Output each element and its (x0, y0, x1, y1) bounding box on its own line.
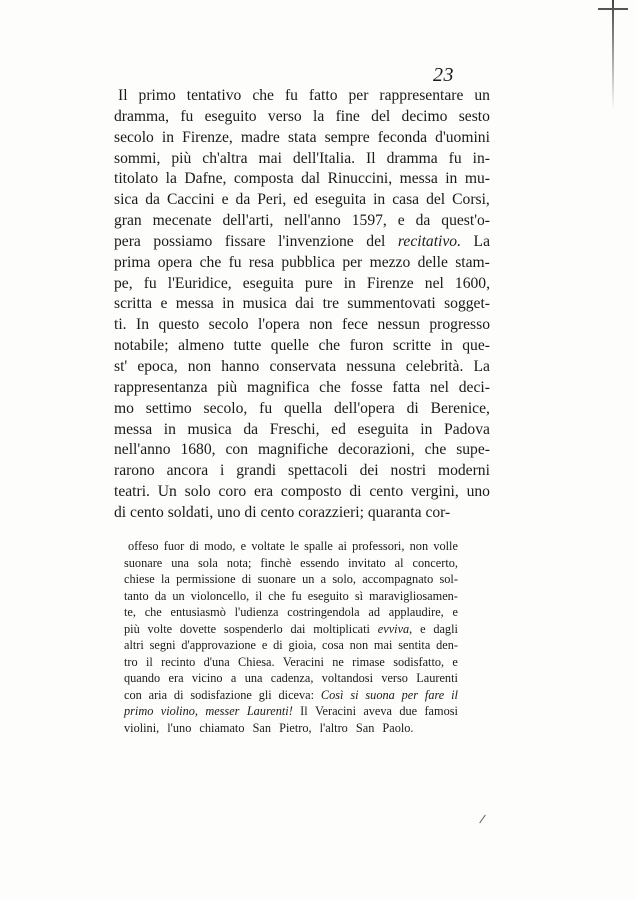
main-text-line: st' epoca, non hanno conservata nessuna celebrità. La (114, 357, 490, 375)
main-text-line: sommi, più ch'altra mai dell'Italia. Il dramma fu in- (114, 149, 490, 167)
main-text-line: nell'anno 1680, con magnifiche decorazioni, che supe- (114, 441, 490, 459)
footnote (124, 538, 458, 736)
main-text-line: messa in musica da Freschi, ed eseguita in Padova (114, 420, 490, 438)
footnote-line: primo violino, messer Laurenti! Il Veracini aveva due famosi (124, 704, 458, 718)
main-text-line: Il primo tentativo che fu fatto per rappresentare un (118, 87, 490, 104)
main-text-line: rarono ancora i grandi spettacoli dei nostri moderni (114, 462, 490, 480)
main-text-line: gran mecenate dell'arti, nell'anno 1597, e da quest'o- (114, 212, 490, 230)
page-number: 23 (433, 64, 454, 86)
footnote-line: altri segni d'approvazione e di gioia, cosa non mai sentita den- (124, 638, 458, 652)
main-text-line: prima opera che fu resa pubblica per mezzo delle stam- (114, 253, 490, 271)
main-text-line: pera possiamo fissare l'invenzione del recitativo. La (114, 232, 490, 250)
main-text-line: secolo in Firenze, madre stata sempre feconda d'uomini (114, 128, 490, 146)
page-edge-shadow (612, 0, 614, 110)
footnote-line: tanto da un violoncello, il che fu eseguito sì maravigliosamen- (124, 588, 458, 603)
footnote-line: tro il recinto d'una Chiesa. Veracini ne rimase sodisfatto, e (124, 654, 458, 669)
footnote-line: con aria di sodisfazione gli diceva: Così si suona per fare il (124, 687, 458, 702)
footnote-line: quando era vicino a una cadenza, voltandosi verso Laurenti (124, 671, 458, 685)
footnote-line: più volte dovette sospenderlo dai moltiplicati evviva, e dagli (124, 621, 458, 636)
footnote-line: te, che entusiasmò l'udienza costringendola ad applaudire, e (124, 605, 458, 619)
main-text-line: scritta e messa in musica dai tre summentovati sogget- (114, 295, 490, 313)
page-corner-mark (598, 8, 628, 10)
main-text-line: di cento soldati, uno di cento corazzieri; quaranta cor- (114, 503, 451, 521)
footnote-line: offeso fuor di modo, e voltate le spalle ai professori, non volle (128, 539, 458, 553)
main-text-line: sica da Caccini e da Peri, ed eseguita in casa del Corsi, (114, 191, 490, 209)
main-text-line: mo settimo secolo, fu quella dell'opera di Berenice, (114, 399, 490, 417)
stray-mark (479, 815, 486, 824)
main-text-line: rappresentanza più magnifica che fosse fatta nel deci- (114, 378, 490, 396)
main-text-line: dramma, fu eseguito verso la fine del decimo sesto (114, 107, 490, 125)
main-text-line: teatri. Un solo coro era composto di cento vergini, uno (114, 483, 490, 501)
main-text-line: pe, fu l'Euridice, eseguita pure in Firenze nel 1600, (114, 274, 490, 292)
main-text-line: ti. In questo secolo l'opera non fece nessun progresso (114, 316, 490, 334)
main-text (114, 86, 490, 524)
main-text-line: notabile; almeno tutte quelle che furon scritte in que- (114, 337, 490, 355)
footnote-line: suonare una sola nota; finchè essendo invitato al concerto, (124, 555, 458, 570)
footnote-line: chiese la permissione di suonare un a solo, accompagnato sol- (124, 572, 458, 586)
footnote-line: violini, l'uno chiamato San Pietro, l'altro San Paolo. (124, 720, 414, 735)
main-text-line: titolato la Dafne, composta dal Rinuccini, messa in mu- (114, 170, 490, 188)
